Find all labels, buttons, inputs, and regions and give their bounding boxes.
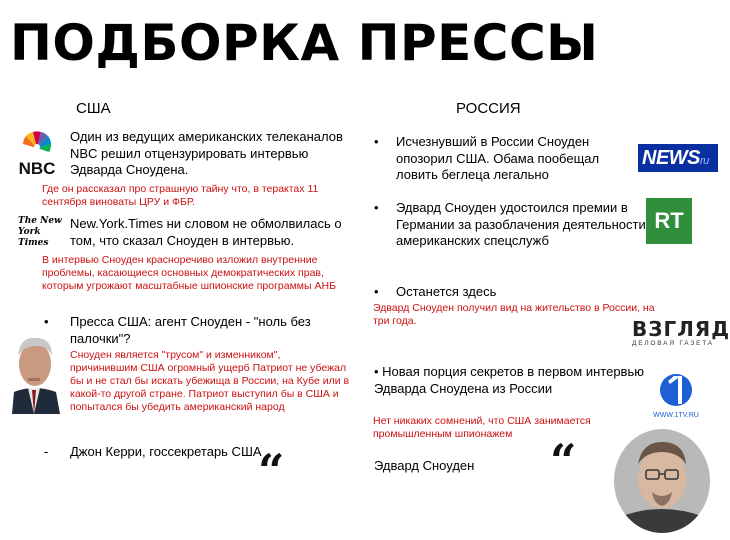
russia-bullet-2: • bbox=[374, 200, 379, 215]
rt-logo: RT bbox=[646, 198, 692, 244]
svg-text:WWW.1TV.RU: WWW.1TV.RU bbox=[653, 412, 699, 419]
russia-note-4: Нет никаких сомнений, что США занимается промышленным шпионажем bbox=[373, 415, 591, 440]
quote-mark-usa: “ bbox=[258, 444, 285, 498]
russia-bullet-3: • bbox=[374, 284, 379, 299]
russia-item-4: • Новая порция секретов в первом интервью Эдварда Сноудена из России bbox=[374, 364, 644, 396]
page-title: ПОДБОРКА ПРЕССЫ bbox=[10, 14, 599, 72]
usa-item-press: Пресса США: агент Сноуден - "ноль без палочки"? bbox=[70, 314, 311, 346]
first-channel-logo bbox=[648, 372, 704, 420]
newsru-logo: NEWSru bbox=[638, 144, 718, 172]
russia-note-3: Эдвард Сноуден получил вид на жительство в России, на три года. bbox=[373, 302, 655, 327]
russia-item-3: Останется здесь bbox=[396, 284, 497, 299]
usa-note-nyt: В интервью Сноуден красноречиво изложил внутренние проблемы, касающиеся основных демократических прав, которым угрожают масштабные шпионские программы АНБ bbox=[42, 254, 336, 292]
snowden-portrait bbox=[612, 428, 712, 534]
nbc-logo bbox=[10, 126, 64, 176]
russia-heading: РОССИЯ bbox=[456, 100, 521, 117]
usa-heading: США bbox=[76, 100, 111, 117]
svg-text:NBC: NBC bbox=[18, 159, 56, 178]
usa-dash: - bbox=[44, 444, 49, 459]
usa-bullet-3: • bbox=[44, 314, 49, 329]
usa-item-nbc: Один из ведущих американских телеканалов NBC решил отцензурировать интервью Эдварда Сноудена. bbox=[70, 129, 343, 177]
usa-item-nyt: New.York.Times ни словом не обмолвилась о том, что сказал Сноуден в интервью. bbox=[70, 216, 342, 248]
kerry-portrait bbox=[2, 326, 66, 414]
vzglyad-logo: ВЗГЛЯД ДЕЛОВАЯ ГАЗЕТА bbox=[632, 317, 730, 347]
quote-mark-russia: “ bbox=[550, 434, 577, 488]
nyt-logo: The New York Times bbox=[18, 216, 62, 248]
russia-item-1: Исчезнувший в России Сноуден опозорил США. Обама пообещал ловить беглеца легально bbox=[396, 134, 600, 182]
russia-item-5: Эдвард Сноуден bbox=[374, 458, 475, 473]
usa-note-press: Сноуден является "трусом" и изменником", причинившим США огромный ущерб Патриот не убежал бы и не стал бы искать убежища в России, на Кубе или в какой-то другой стране. Патриот выступил бы в США и попытался бы убедить американский народ bbox=[70, 349, 350, 413]
russia-item-2: Эдвард Сноуден удостоился премии в Германии за разоблачения деятельности американских спецслужб bbox=[396, 200, 646, 248]
usa-note-nbc: Где он рассказал про страшную тайну что, в терактах 11 сентября виноваты ЦРУ и ФБР. bbox=[42, 183, 319, 208]
usa-item-kerry: Джон Керри, госсекретарь США bbox=[70, 444, 262, 459]
russia-bullet-1: • bbox=[374, 134, 379, 149]
